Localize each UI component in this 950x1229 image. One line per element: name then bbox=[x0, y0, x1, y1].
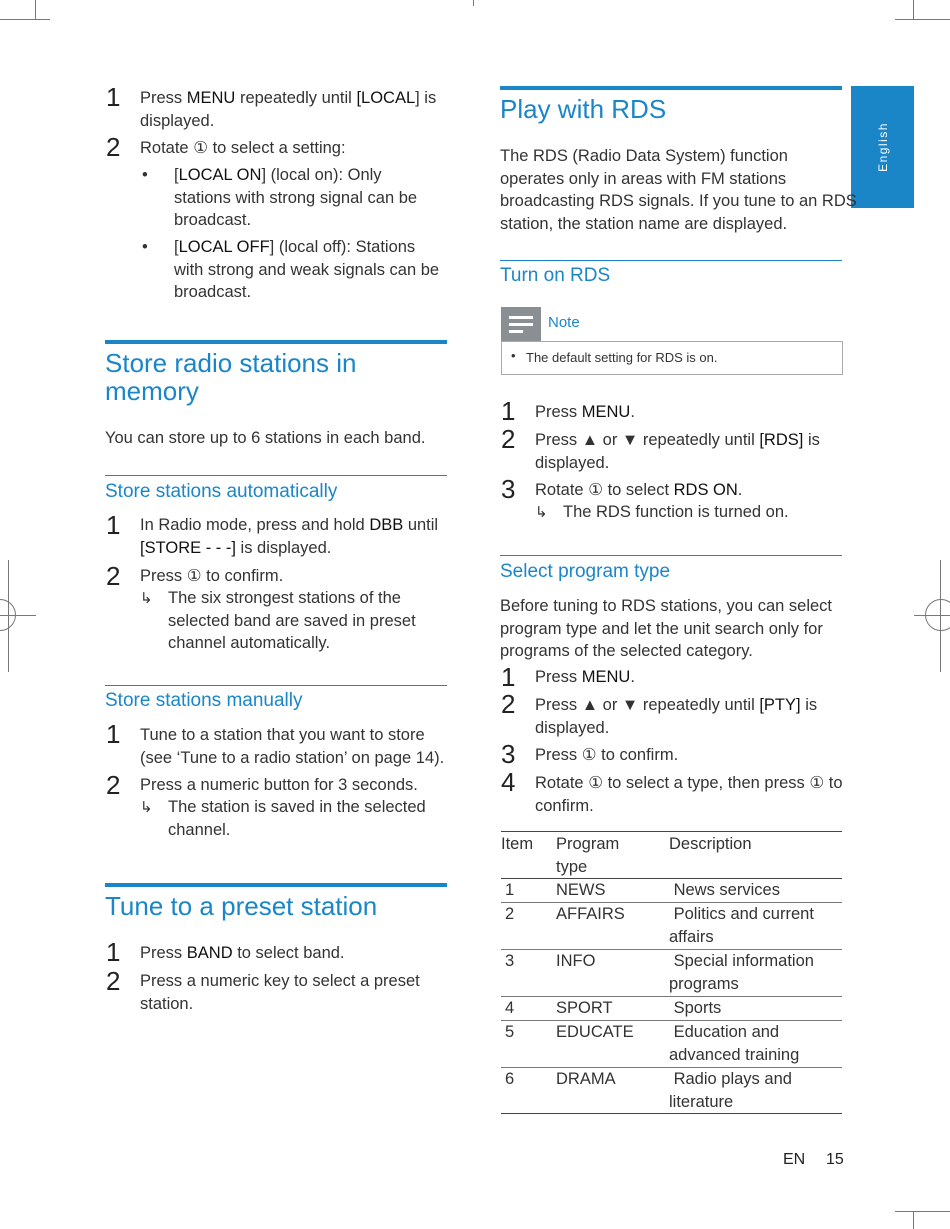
step-text: Rotate ① to select a setting: bbox=[140, 139, 346, 157]
registration-mark bbox=[8, 560, 9, 672]
step-number: 2 bbox=[106, 132, 121, 162]
step-text: Rotate ① to select RDS ON. bbox=[535, 481, 743, 499]
step-text: Press BAND to select band. bbox=[140, 944, 345, 962]
crop-mark bbox=[473, 0, 474, 6]
crop-mark bbox=[895, 19, 950, 20]
step-number: 1 bbox=[106, 510, 121, 540]
bullet: • bbox=[142, 166, 148, 184]
step-number: 4 bbox=[501, 767, 516, 797]
step-number: 2 bbox=[106, 966, 121, 996]
step-number: 2 bbox=[106, 561, 121, 591]
step-text: Press a numeric key to select a preset station. bbox=[140, 972, 420, 1013]
crop-mark bbox=[0, 19, 50, 20]
registration-mark bbox=[940, 560, 941, 672]
crop-mark bbox=[35, 0, 36, 19]
result-text: The six strongest stations of the selected band are saved in preset channel automatically. bbox=[168, 589, 416, 652]
table-cell-item: 6 bbox=[505, 1070, 515, 1088]
section-rule bbox=[105, 883, 447, 887]
bullet: • bbox=[142, 238, 148, 256]
step-text: Press ▲ or ▼ repeatedly until [PTY] is displayed. bbox=[535, 696, 818, 737]
crop-mark bbox=[913, 0, 914, 19]
step-number: 3 bbox=[501, 474, 516, 504]
note-bullet: • bbox=[511, 348, 516, 363]
registration-mark bbox=[914, 615, 950, 616]
language-tab bbox=[851, 86, 914, 208]
step-number: 1 bbox=[106, 82, 121, 112]
result-text: The RDS function is turned on. bbox=[563, 503, 789, 521]
result-arrow-icon: ↳ bbox=[140, 799, 153, 816]
section-intro: The RDS (Radio Data System) function operates only in areas with FM stations broadcasting RDS signals. If you tune to an RDS station, the station name are displayed. bbox=[500, 147, 857, 233]
step-number: 2 bbox=[106, 770, 121, 800]
section-title: Tune to a preset station bbox=[105, 891, 378, 921]
table-rule bbox=[501, 831, 842, 832]
step-text: Rotate ① to select a type, then press ① to confirm. bbox=[535, 774, 843, 815]
result-arrow-icon: ↳ bbox=[535, 504, 548, 521]
table-cell-item: 5 bbox=[505, 1023, 515, 1041]
step-number: 1 bbox=[106, 937, 121, 967]
table-cell-program: INFO bbox=[556, 952, 596, 970]
subsection-rule bbox=[105, 475, 447, 476]
result-arrow-icon: ↳ bbox=[140, 590, 153, 607]
table-cell-description: News services bbox=[673, 881, 780, 899]
table-cell-description: Radio plays and literature bbox=[669, 1070, 792, 1111]
subsection-title: Turn on RDS bbox=[500, 265, 611, 286]
table-cell-description: Special information programs bbox=[669, 952, 814, 993]
table-rule bbox=[501, 1113, 842, 1114]
step-text: Press MENU repeatedly until [LOCAL] is displayed. bbox=[140, 89, 437, 130]
language-tab-label: English bbox=[875, 122, 890, 172]
table-cell-program: NEWS bbox=[556, 881, 606, 899]
note-icon bbox=[501, 307, 541, 341]
table-cell-description: Sports bbox=[673, 999, 722, 1017]
step-text: Tune to a station that you want to store (see ‘Tune to a radio station’ on page 14). bbox=[140, 726, 445, 767]
footer-language: EN bbox=[783, 1151, 806, 1168]
note-box bbox=[501, 341, 843, 375]
page-number: 15 bbox=[826, 1151, 844, 1168]
result-text: The station is saved in the selected channel. bbox=[168, 798, 426, 839]
note-text: The default setting for RDS is on. bbox=[526, 350, 718, 365]
table-cell-item: 3 bbox=[505, 952, 515, 970]
table-cell-item: 2 bbox=[505, 905, 515, 923]
step-number: 3 bbox=[501, 739, 516, 769]
table-cell-description: Education and advanced training bbox=[669, 1023, 800, 1064]
step-text: Press MENU. bbox=[535, 668, 635, 686]
table-cell-item: 1 bbox=[505, 881, 515, 899]
subsection-rule bbox=[500, 260, 842, 261]
registration-mark bbox=[0, 615, 36, 616]
table-cell-program: DRAMA bbox=[556, 1070, 616, 1088]
step-text: Press ① to confirm. bbox=[140, 567, 284, 585]
step-number: 1 bbox=[501, 662, 516, 692]
step-number: 1 bbox=[501, 396, 516, 426]
table-cell-program: EDUCATE bbox=[556, 1023, 634, 1041]
section-rule bbox=[105, 340, 447, 344]
step-text: Press MENU. bbox=[535, 403, 635, 421]
subsection-rule bbox=[500, 555, 842, 556]
step-text: In Radio mode, press and hold DBB until [STORE - - -] is displayed. bbox=[140, 516, 439, 557]
step-text: Press ① to confirm. bbox=[535, 746, 679, 764]
crop-mark bbox=[895, 1211, 950, 1212]
subsection-rule bbox=[105, 685, 447, 686]
step-number: 2 bbox=[501, 689, 516, 719]
table-header-description: Description bbox=[669, 835, 752, 853]
section-title: Play with RDS bbox=[500, 94, 667, 124]
subsection-title: Store stations automatically bbox=[105, 481, 338, 502]
subsection-title: Store stations manually bbox=[105, 690, 303, 711]
table-cell-item: 4 bbox=[505, 999, 515, 1017]
crop-mark bbox=[913, 1211, 914, 1229]
table-cell-program: AFFAIRS bbox=[556, 905, 625, 923]
section-intro: Before tuning to RDS stations, you can select program type and let the unit search only for programs of the selected category. bbox=[500, 597, 833, 660]
step-number: 2 bbox=[501, 424, 516, 454]
table-header-item: Item bbox=[501, 835, 534, 853]
table-header-program: Program type bbox=[556, 835, 620, 876]
section-intro: You can store up to 6 stations in each band. bbox=[105, 429, 426, 447]
subsection-title: Select program type bbox=[500, 561, 671, 582]
section-rule bbox=[500, 86, 842, 90]
step-text: Press a numeric button for 3 seconds. bbox=[140, 776, 418, 794]
table-cell-description: Politics and current affairs bbox=[669, 905, 814, 946]
table-cell-program: SPORT bbox=[556, 999, 613, 1017]
section-title: Store radio stations in memory bbox=[105, 348, 357, 406]
step-text: Press ▲ or ▼ repeatedly until [RDS] is displayed. bbox=[535, 431, 820, 472]
bullet-text: [LOCAL ON] (local on): Only stations with strong signal can be broadcast. bbox=[174, 166, 418, 229]
bullet-text: [LOCAL OFF] (local off): Stations with strong and weak signals can be broadcast. bbox=[174, 238, 440, 301]
step-number: 1 bbox=[106, 719, 121, 749]
note-label: Note bbox=[548, 314, 580, 331]
